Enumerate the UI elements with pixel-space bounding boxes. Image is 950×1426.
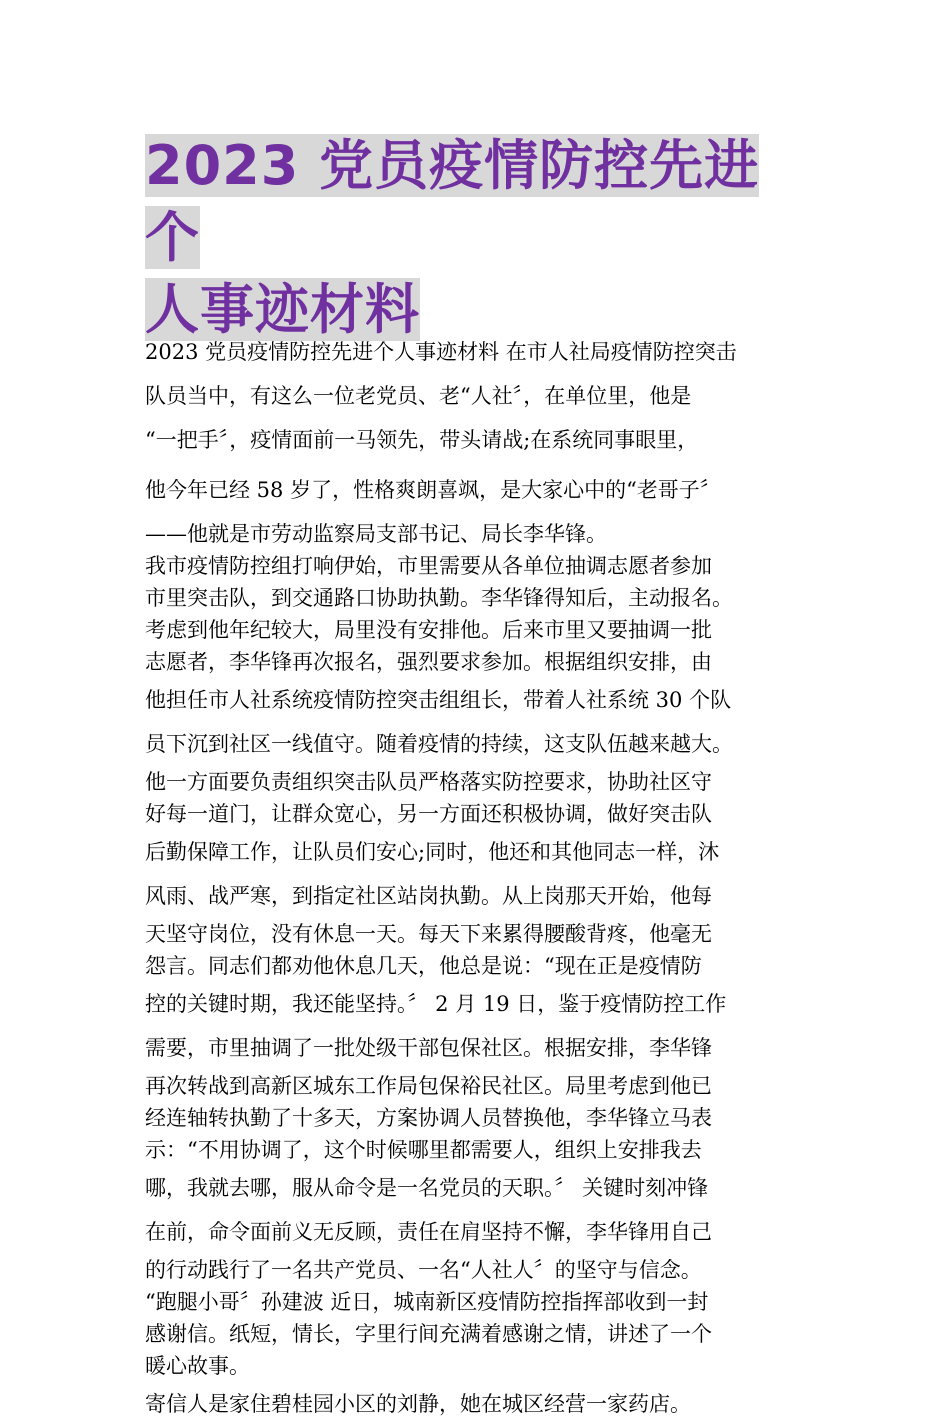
- body-line: 市里突击队，到交通路口协助执勤。李华锋得知后，主动报名。: [145, 586, 733, 610]
- body-line: ——他就是市劳动监察局支部书记、局长李华锋。: [145, 522, 607, 546]
- body-line: 他担任市人社系统疫情防控突击组组长，带着人社系统 30 个队: [145, 688, 732, 712]
- document-title: [145, 130, 810, 346]
- body-line: 的行动践行了一名共产党员、一名“人社人〞的坚守与信念。: [145, 1258, 702, 1282]
- body-line: 后勤保障工作，让队员们安心;同时，他还和其他同志一样，沐: [145, 840, 720, 864]
- document-body: [145, 330, 810, 1426]
- body-line: 志愿者，李华锋再次报名，强烈要求参加。根据组织安排，由: [145, 650, 712, 674]
- body-line: 再次转战到高新区城东工作局包保裕民社区。局里考虑到他已: [145, 1074, 712, 1098]
- body-line: 考虑到他年纪较大，局里没有安排他。后来市里又要抽调一批: [145, 618, 712, 642]
- body-line: 他今年已经 58 岁了，性格爽朗喜飒，是大家心中的“老哥子〞: [145, 478, 721, 502]
- body-line: 暖心故事。: [145, 1354, 250, 1378]
- title-line-1: 2023 党员疫情防控先进个: [145, 134, 760, 269]
- body-line: 哪，我就去哪，服从命令是一名党员的天职。〞 关键时刻冲锋: [145, 1176, 709, 1200]
- body-line: 风雨、战严寒，到指定社区站岗执勤。从上岗那天开始，他每: [145, 884, 712, 908]
- body-line: 感谢信。纸短，情长，字里行间充满着感谢之情，讲述了一个: [145, 1322, 712, 1346]
- body-line: 示：“不用协调了，这个时候哪里都需要人，组织上安排我去: [145, 1138, 702, 1162]
- body-line: 好每一道门，让群众宽心，另一方面还积极协调，做好突击队: [145, 802, 712, 826]
- body-line: “一把手〞，疫情面前一马领先，带头请战;在系统同事眼里，: [145, 428, 699, 452]
- body-line: 经连轴转执勤了十多天，方案协调人员替换他，李华锋立马表: [145, 1106, 712, 1130]
- body-line: 我市疫情防控组打响伊始，市里需要从各单位抽调志愿者参加: [145, 554, 712, 578]
- body-line: 他一方面要负责组织突击队员严格落实防控要求，协助社区守: [145, 770, 712, 794]
- body-line: 2023 党员疫情防控先进个人事迹材料 在市人社局疫情防控突击: [145, 340, 737, 364]
- body-line: 控的关键时期，我还能坚持。〞 2 月 19 日，鉴于疫情防控工作: [145, 992, 727, 1016]
- title-line-2: 人事迹材料: [145, 278, 420, 341]
- body-line: 队员当中，有这么一位老党员、老“人社〞，在单位里，他是: [145, 384, 692, 408]
- body-line: 寄信人是家住碧桂园小区的刘静，她在城区经营一家药店。: [145, 1392, 691, 1416]
- body-line: 怨言。同志们都劝他休息几天，他总是说：“现在正是疫情防: [145, 954, 702, 978]
- body-line: 在前，命令面前义无反顾，责任在肩坚持不懈，李华锋用自己: [145, 1220, 712, 1244]
- body-line: 天坚守岗位，没有休息一天。每天下来累得腰酸背疼，他毫无: [145, 922, 712, 946]
- body-line: 员下沉到社区一线值守。随着疫情的持续，这支队伍越来越大。: [145, 732, 733, 756]
- body-line: 需要，市里抽调了一批处级干部包保社区。根据安排，李华锋: [145, 1036, 712, 1060]
- body-line: “跑腿小哥〞孙建波 近日，城南新区疫情防控指挥部收到一封: [145, 1290, 709, 1314]
